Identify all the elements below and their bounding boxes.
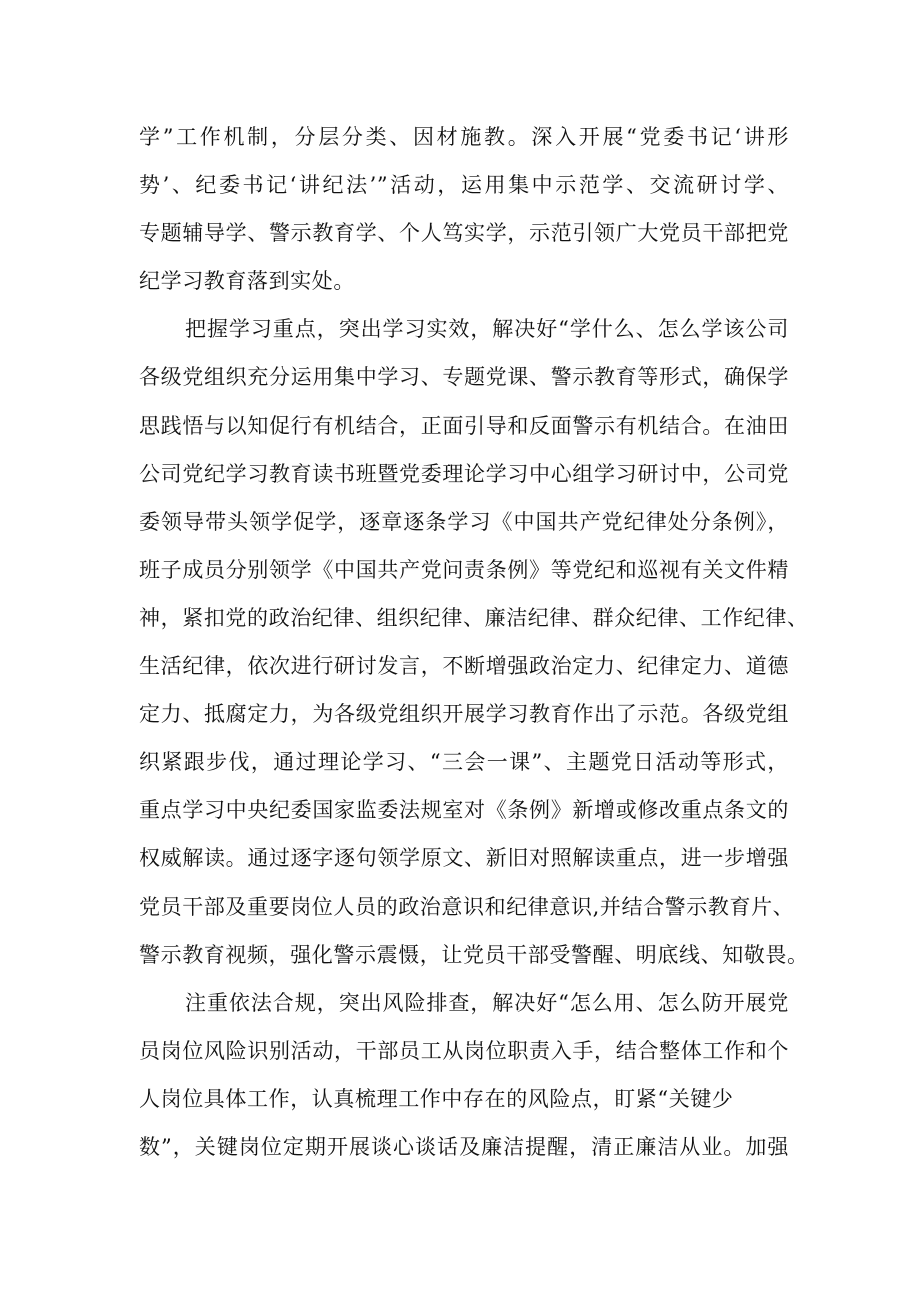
text-line: 学”工作机制，分层分类、因材施教。深入开展“党委书记‘讲形 <box>139 125 789 149</box>
text-line: 专题辅导学、警示教育学、个人笃实学，示范引领广大党员干部把党 <box>139 221 789 246</box>
text-line: 各级党组织充分运用集中学习、专题党课、警示教育等形式，确保学 <box>139 365 789 390</box>
body-text <box>139 113 809 1171</box>
text-line: 委领导带头领学促学，逐章逐条学习《中国共产党纪律处分条例》， <box>139 509 789 534</box>
text-line: 思践悟与以知促行有机结合，正面引导和反面警示有机结合。在油田 <box>139 413 789 438</box>
text-line: 员岗位风险识别活动，干部员工从岗位职责入手，结合整体工作和个 <box>139 1038 789 1063</box>
text-line: 神，紧扣党的政治纪律、组织纪律、廉洁纪律、群众纪律、工作纪律、 <box>139 605 809 630</box>
text-line: 权威解读。通过逐字逐句领学原文、新旧对照解读重点，进一步增强 <box>139 846 789 871</box>
text-line: 势’、纪委书记‘讲纪法’”活动，运用集中示范学、交流研讨学、 <box>139 173 789 198</box>
text-line: 重点学习中央纪委国家监委法规室对《条例》新增或修改重点条文的 <box>139 798 789 823</box>
text-line: 生活纪律，依次进行研讨发言，不断增强政治定力、纪律定力、道德 <box>139 654 789 679</box>
text-line: 定力、抵腐定力，为各级党组织开展学习教育作出了示范。各级党组 <box>139 702 789 727</box>
text-line: 注重依法合规，突出风险排查，解决好“怎么用、怎么防开展党 <box>185 990 789 1015</box>
text-line: 班子成员分别领学《中国共产党问责条例》等党纪和巡视有关文件精 <box>139 557 789 582</box>
text-line: 党员干部及重要岗位人员的政治意识和纪律意识,并结合警示教育片、 <box>139 894 795 919</box>
text-line: 纪学习教育落到实处。 <box>139 269 355 294</box>
text-line: 把握学习重点，突出学习实效，解决好“学什么、怎么学该公司 <box>185 317 789 342</box>
text-line: 人岗位具体工作，认真梳理工作中存在的风险点，盯紧“关键少 <box>139 1086 734 1111</box>
text-line: 织紧跟步伐，通过理论学习、“三会一课”、主题党日活动等形式， <box>139 750 789 775</box>
text-line: 数”，关键岗位定期开展谈心谈话及廉洁提醒，清正廉洁从业。加强 <box>139 1134 789 1159</box>
text-line: 公司党纪学习教育读书班暨党委理论学习中心组学习研讨中，公司党 <box>139 461 789 486</box>
text-line: 警示教育视频，强化警示震慑，让党员干部受警醒、明底线、知敬畏。 <box>139 942 809 967</box>
